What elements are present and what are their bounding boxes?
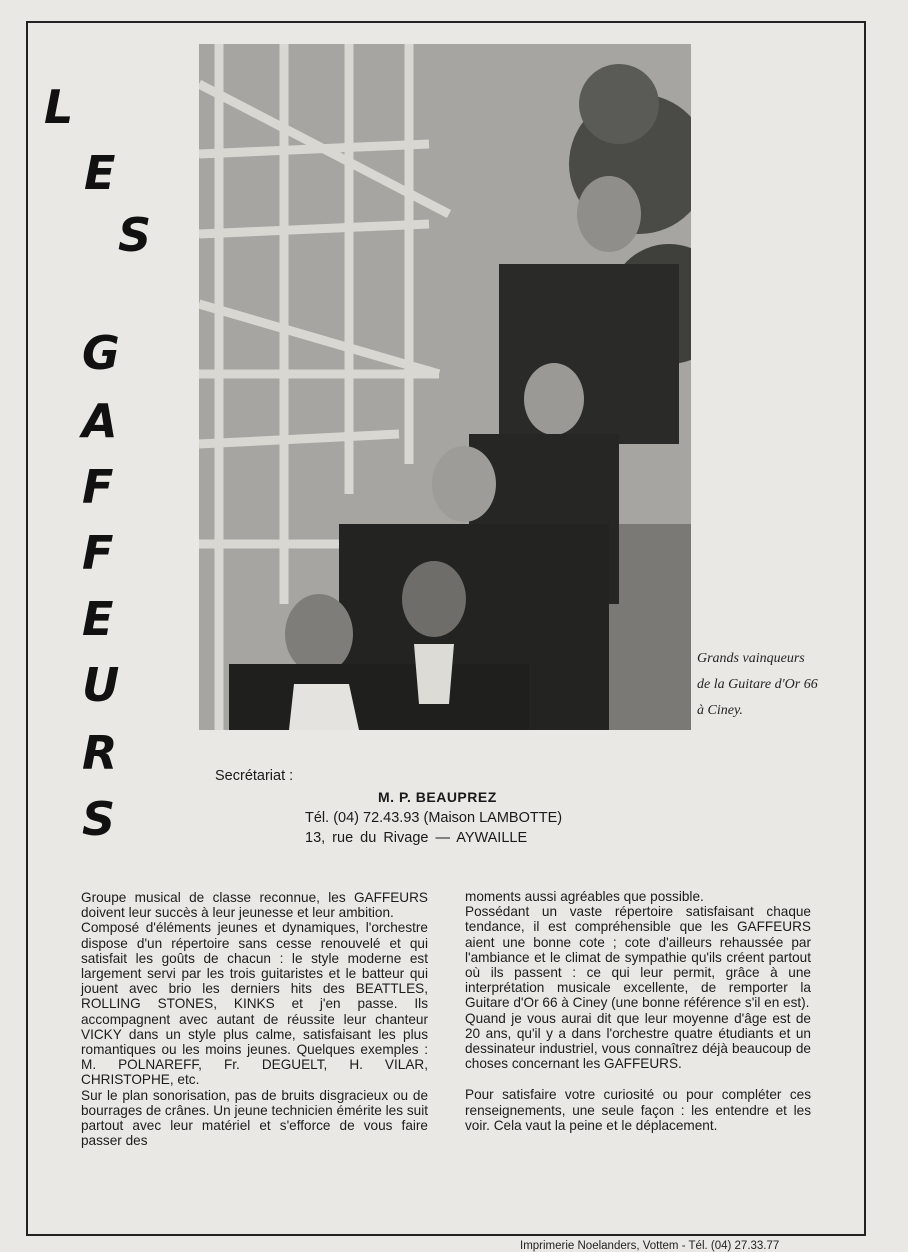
title-letter: A [82,394,118,448]
paragraph: Groupe musical de classe reconnue, les GAFFEURS doivent leur succès à leur jeunesse et leur ambition. [81,890,428,921]
band-photo-image [199,44,691,730]
paragraph: Possédant un vaste répertoire satisfaisant chaque tendance, il est compréhensible que les GAFFEURS aient une bonne cote ; cote d'ailleurs rehaussée par l'ambiance et le climat de sympathie qu'ils créent partout où ils passent : ce qui leur permit, grâce à une interprétation musicale excellente, de remporter la Guitare d'Or 66 à Ciney (une bonne référence s'il en est). [465,904,811,1011]
title-letter: R [82,726,118,780]
paragraph: Composé d'éléments jeunes et dynamiques, l'orchestre dispose d'un répertoire sans cesse renouvelé et qui satisfait les goûts de chacun : le style moderne est largement servi par les trois guitaristes et le batteur qui jouent avec brio les derniers hits des BEATTLES, ROLLING STONES, KINKS et j'en passe. Ils accompagnent avec autant de réussite leur chanteur VICKY dans un style plus calme, satisfaisant les plus romantiques ou les moins jeunes. Quelques exemples : M. POLNAREFF, Fr. DEGUELT, H. VILAR, CHRISTOPHE, etc. [81,920,428,1088]
title-letter: L [44,80,74,134]
title-letter: S [82,792,116,846]
secretariat-label: Secrétariat : [215,768,294,784]
title-letter: S [118,208,152,262]
paragraph: moments aussi agréables que possible. [465,889,704,904]
band-photo [199,44,691,730]
title-letter: F [82,526,114,580]
printer-footer: Imprimerie Noelanders, Vottem - Tél. (04) 27.33.77 [520,1240,780,1252]
paragraph: Sur le plan sonorisation, pas de bruits disgracieux ou de bourrages de crânes. Un jeune technicien émérite les suit partout avec leur matériel et s'efforce de vous faire passer des [81,1087,428,1149]
paragraph: Quand je vous aurai dit que leur moyenne d'âge est de 20 ans, qu'il y a dans l'orchestre quatre étudiants et un dessinateur industriel, vous connaîtrez déjà beaucoup de choses concernant les GAFFEURS. [465,1010,811,1072]
caption-line: à Ciney. [697,703,743,718]
caption-line: Grands vainqueurs [697,651,805,666]
title-letter: F [82,460,114,514]
title-letter: G [82,326,120,380]
caption-line: de la Guitare d'Or 66 [697,677,818,692]
secretariat-name: M. P. BEAUPREZ [378,789,497,805]
title-letter: U [82,658,120,712]
body-column-left [81,890,428,1148]
body-column-right [465,889,811,1133]
photo-caption [697,646,862,724]
secretariat-phone: Tél. (04) 72.43.93 (Maison LAMBOTTE) [305,810,563,826]
title-letter: E [82,592,114,646]
paragraph: Pour satisfaire votre curiosité ou pour compléter ces renseignements, une seule façon : les entendre et les voir. Cela vaut la peine et le déplacement. [465,1087,811,1133]
secretariat-address: 13, rue du Rivage — AYWAILLE [305,830,528,846]
title-letter: E [84,146,116,200]
